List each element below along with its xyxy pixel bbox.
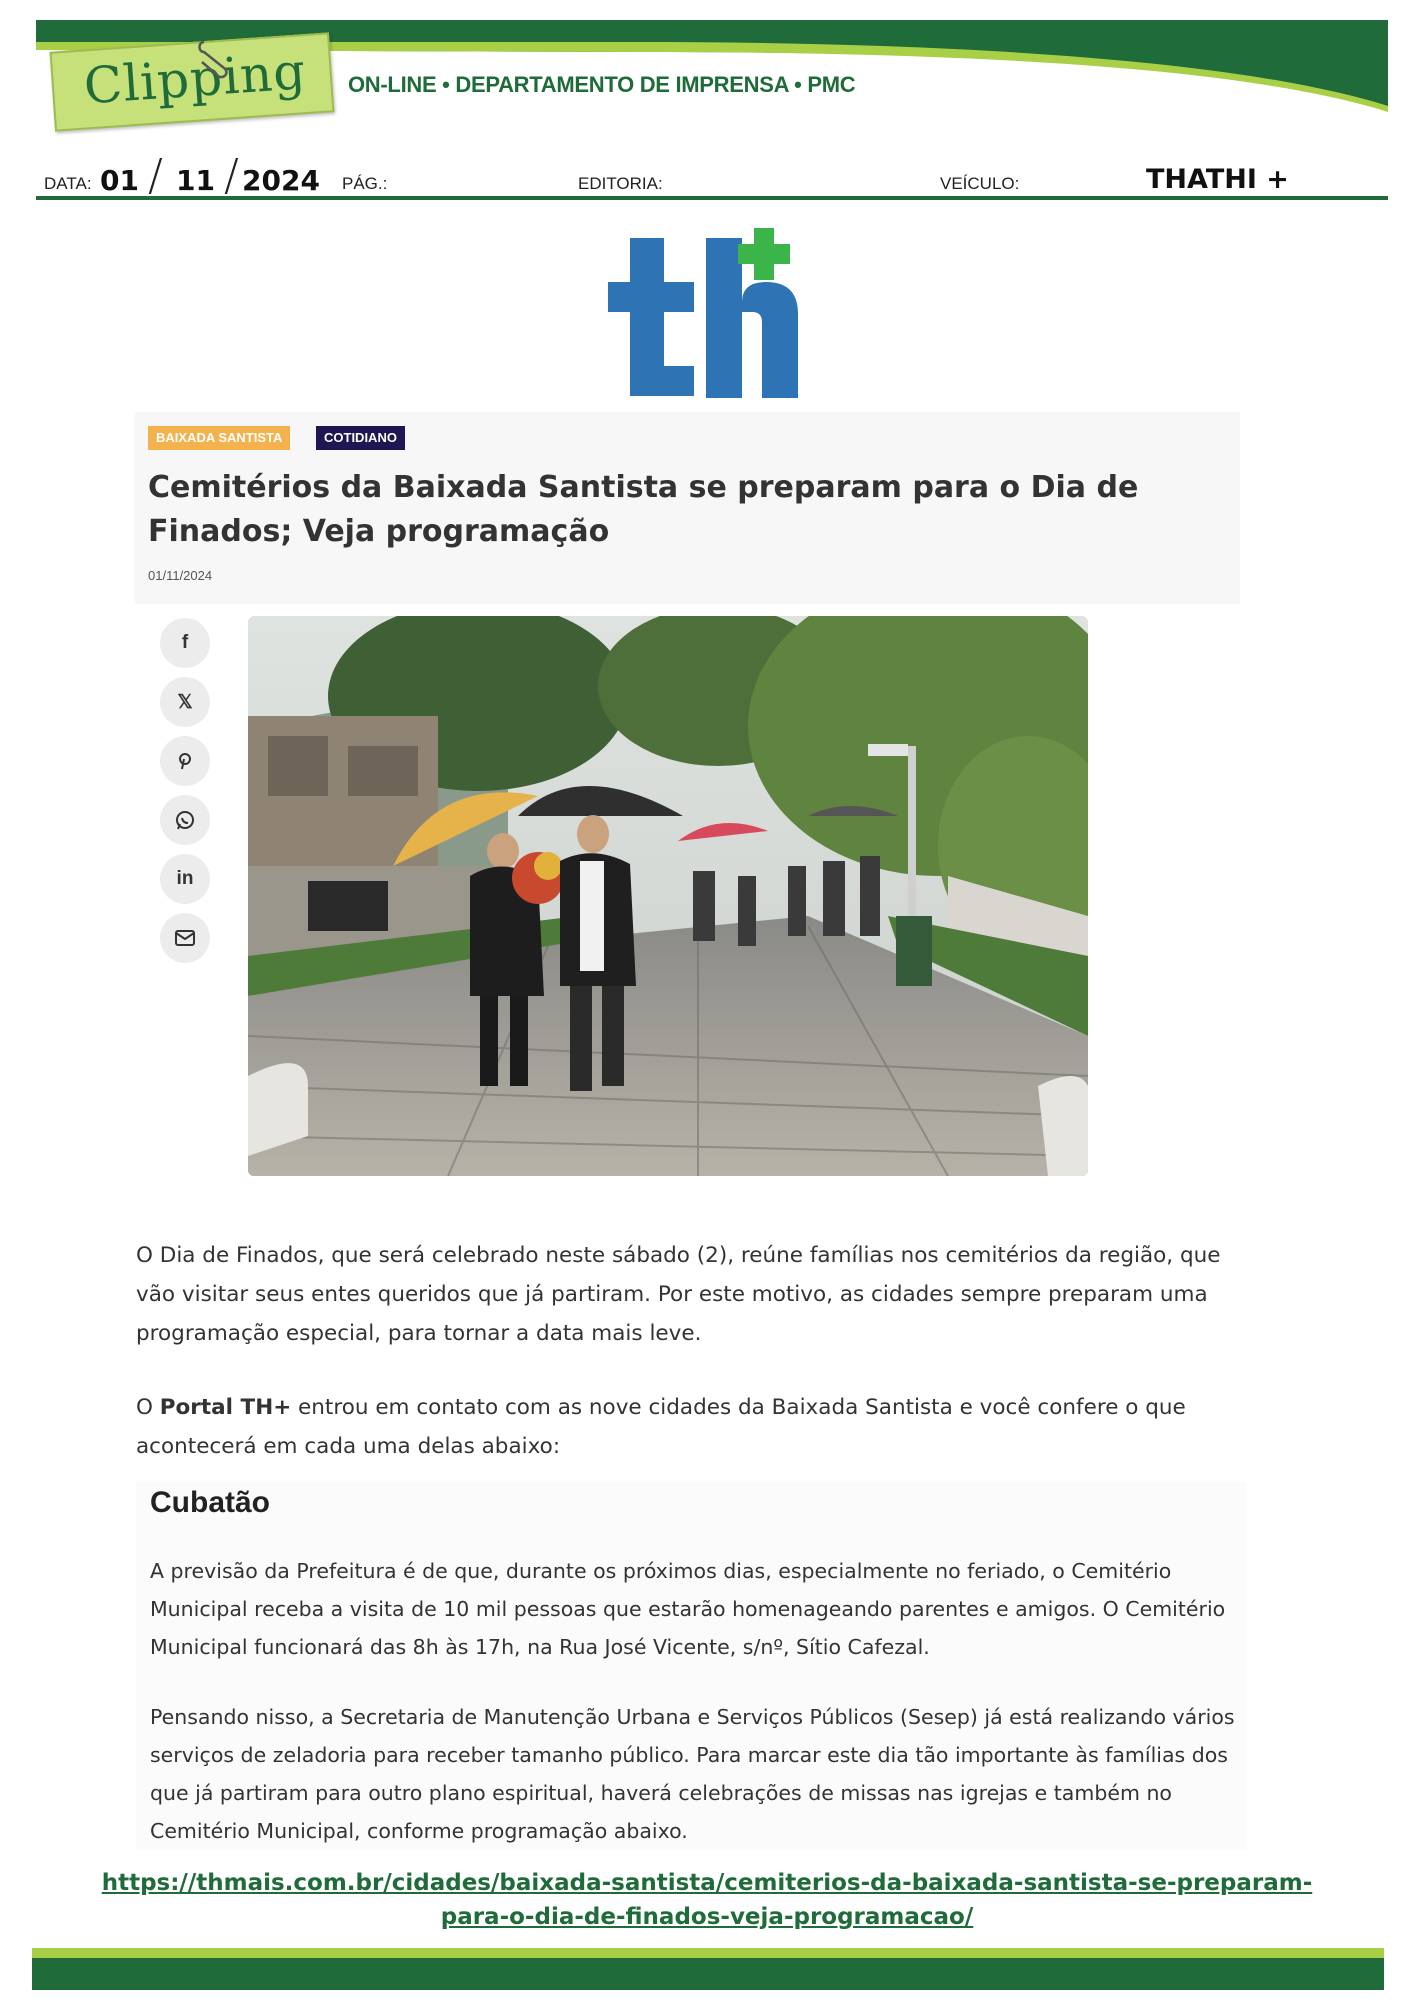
- section-title: Cubatão: [150, 1486, 270, 1519]
- veiculo-value: THATHI +: [1146, 164, 1289, 195]
- article-paragraph: O Dia de Finados, que será celebrado neste sábado (2), reúne famílias nos cemitérios da região, que vão visitar seus entes queridos que já partiram. Por este motivo, as cidades sempre preparam uma programação especial, para tornar a data mais leve.: [136, 1243, 1221, 1346]
- footer-dark-bar: [32, 1958, 1384, 1990]
- section-paragraph: Pensando nisso, a Secretaria de Manutenção Urbana e Serviços Públicos (Sesep) já está realizando vários serviços de zeladoria para receber tamanho público. Para marcar este dia tão importante às famílias dos que já partiram para outro plano espiritual, haverá celebrações de missas nas igrejas e também no Cemitério Municipal, conforme programação abaixo.: [150, 1705, 1235, 1843]
- source-link[interactable]: https://thmais.com.br/cidades/baixada-santista/cemiterios-da-baixada-santista-se-preparam-para-o-dia-de-finados-veja-programacao/: [101, 1870, 1313, 1930]
- article-paragraph-portal: [136, 1388, 1266, 1466]
- date-day: 01: [100, 164, 139, 197]
- veiculo-label: VEÍCULO:: [940, 174, 1020, 193]
- city-section-cubatao: [136, 1482, 1246, 1850]
- date-separator: /: [224, 150, 239, 201]
- paperclip-icon: [194, 38, 234, 82]
- email-icon[interactable]: [160, 913, 210, 963]
- section-paragraph: A previsão da Prefeitura é de que, durante os próximos dias, especialmente no feriado, o Cemitério Municipal receba a visita de 10 mil pessoas que estarão homenageando parentes e amigos. O Cemitério Municipal funcionará das 8h às 17h, na Rua José Vicente, s/nº, Sítio Cafezal.: [150, 1559, 1226, 1659]
- article-date: 01/11/2024: [148, 568, 213, 583]
- x-icon[interactable]: 𝕏: [160, 677, 210, 727]
- portal-th-link: Portal TH+: [159, 1395, 292, 1420]
- category-tag-baixada-santista[interactable]: BAIXADA SANTISTA: [148, 426, 290, 450]
- header-subtitle: ON-LINE • DEPARTAMENTO DE IMPRENSA • PMC: [348, 72, 856, 97]
- date-month: 11: [176, 164, 215, 197]
- article-header-card: [134, 412, 1240, 604]
- article-photo: [248, 616, 1088, 1176]
- paragraph-rest: entrou em contato com as nove cidades da Baixada Santista e você confere o que acontecerá em cada uma delas abaixo:: [136, 1395, 1186, 1459]
- facebook-icon[interactable]: f: [160, 618, 210, 668]
- pinterest-icon[interactable]: [160, 736, 210, 786]
- date-year: 2024: [242, 164, 320, 197]
- pag-label: PÁG.:: [342, 174, 388, 193]
- article-title: Cemitérios da Baixada Santista se preparam para o Dia de Finados; Veja programação: [148, 470, 1139, 549]
- editoria-label: EDITORIA:: [578, 174, 663, 193]
- share-bar: [160, 618, 212, 972]
- clipping-info-row: [36, 148, 1388, 200]
- thmais-logo: [602, 226, 806, 406]
- linkedin-icon[interactable]: in: [160, 854, 210, 904]
- clipping-logo-text: Clipping: [82, 42, 308, 116]
- clipping-header: [36, 20, 1388, 120]
- data-label: DATA:: [44, 174, 92, 193]
- footer-light-bar: [32, 1948, 1384, 1958]
- paragraph-prefix: O: [136, 1395, 160, 1420]
- date-separator: /: [148, 150, 163, 201]
- category-tag-cotidiano[interactable]: COTIDIANO: [316, 426, 405, 450]
- whatsapp-icon[interactable]: [160, 795, 210, 845]
